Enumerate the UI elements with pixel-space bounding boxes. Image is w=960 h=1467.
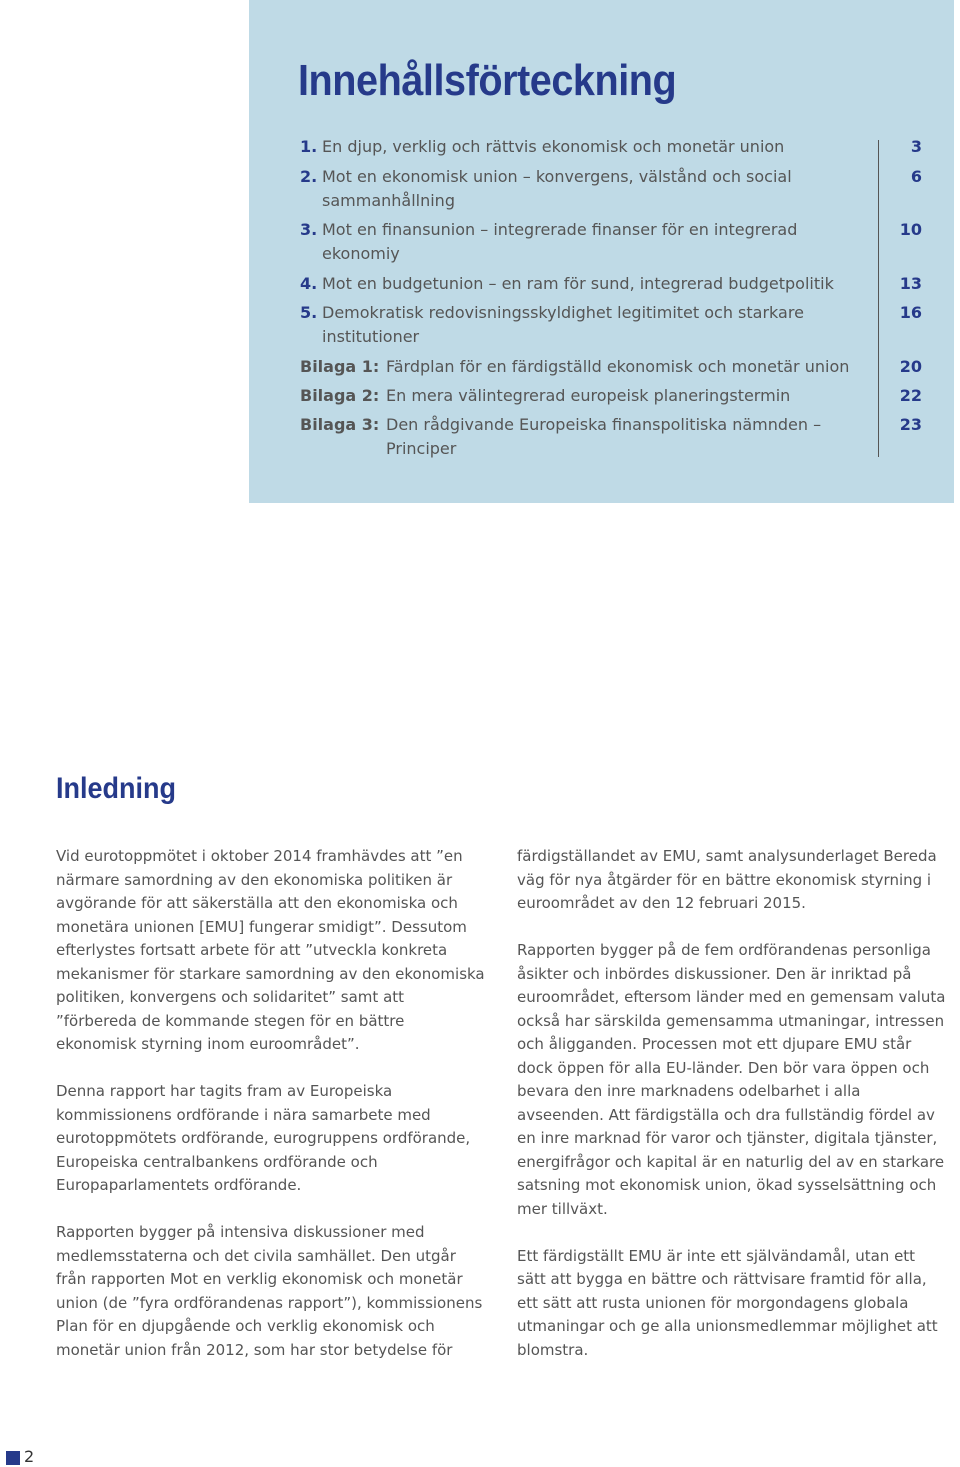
left-column: [56, 845, 486, 1386]
toc-appendix-page[interactable]: 23: [899, 415, 922, 434]
paragraph: Ett färdigställt EMU är inte ett självändamål, utan ett sätt att bygga en bättre och rättvisare framtid för alla, ett sätt att rusta unionen för morgondagens globala utmaningar och ge alla unionsmedlemmar möjlighet att blomstra.: [517, 1246, 938, 1359]
section-heading: Inledning: [56, 772, 176, 805]
paragraph: Rapporten bygger på de fem ordförandenas personliga åsikter och inbördes diskussioner. Den är inriktad på euroområdet, eftersom länder med en gemensam valuta också har särskilda gemensamma utmaningar, intressen och åligganden. Processen mot ett djupare EMU står dock öppen för alla EU-länder. Den bör vara öppen och bevara den inre marknadens odelbarhet i alla avseenden. Att färdigställa och dra fullständig fördel av en inre marknad för varor och tjänster, digitala tjänster, energifrågor och kapital är en naturlig del av en starkare satsning mot ekonomisk union, ökad sysselsättning och mer tillväxt.: [517, 941, 946, 1218]
toc-appendix-label: Bilaga 3:: [300, 415, 380, 434]
toc-item-page[interactable]: 6: [910, 167, 922, 186]
toc-item-text[interactable]: En djup, verklig och rättvis ekonomisk och monetär union: [322, 137, 785, 156]
page-number: 2: [24, 1447, 35, 1466]
toc-item-number: 3.: [300, 220, 318, 239]
paragraph: Vid eurotoppmötet i oktober 2014 framhävdes att ”en närmare samordning av den ekonomiska politiken är avgörande för att säkerställa att den ekonomiska och monetära unionen [EMU] fungerar smidigt”. Dessutom efterlystes fortsatt arbete för att ”utveckla konkreta mekanismer för starkare samordning av den ekonomiska politiken, konvergens och solidaritet” samt att ”förbereda de kommande stegen för en bättre ekonomisk styrning inom euroområdet”.: [56, 847, 485, 1053]
toc-item-page[interactable]: 13: [899, 274, 922, 293]
toc-item-number: 1.: [300, 137, 318, 156]
toc-appendix-text[interactable]: Den rådgivande Europeiska finanspolitiska nämnden – Principer: [386, 415, 822, 458]
toc-item-text[interactable]: Mot en ekonomisk union – konvergens, välstånd och social sammanhållning: [322, 167, 792, 210]
toc-appendix-text[interactable]: Färdplan för en färdigställd ekonomisk och monetär union: [386, 357, 850, 376]
toc-item-number: 5.: [300, 303, 318, 322]
toc-item-page[interactable]: 3: [910, 137, 922, 156]
paragraph: Denna rapport har tagits fram av Europeiska kommissionens ordförande i nära samarbete med eurotoppmötets ordförande, eurogruppens ordförande, Europeiska centralbankens ordförande och Europaparlamentets ordförande.: [56, 1082, 471, 1194]
toc-title: Innehållsförteckning: [298, 56, 677, 105]
toc-appendix-label: Bilaga 2:: [300, 386, 380, 405]
toc-divider: [878, 140, 879, 457]
right-column: [517, 845, 947, 1386]
toc-item-text[interactable]: Mot en finansunion – integrerade finanser för en integrerad ekonomiy: [322, 220, 798, 263]
toc-appendix-page[interactable]: 20: [899, 357, 922, 376]
paragraph: Rapporten bygger på intensiva diskussioner med medlemsstaterna och det civila samhället. Den utgår från rapporten Mot en verklig ekonomisk och monetär union (de ”fyra ordförandenas rapport”), kommissionens Plan för en djupgående och verklig ekonomisk och monetär union från 2012, som har stor betydelse för: [56, 1223, 483, 1359]
toc-item-text[interactable]: Demokratisk redovisningsskyldighet legitimitet och starkare institutioner: [322, 303, 804, 346]
paragraph: färdigställandet av EMU, samt analysunderlaget Bereda väg för nya åtgärder för en bättre ekonomisk styrning i euroområdet av den 12 februari 2015.: [517, 847, 937, 912]
toc-item-page[interactable]: 10: [899, 220, 922, 239]
toc-item-number: 4.: [300, 274, 318, 293]
toc-item-text[interactable]: Mot en budgetunion – en ram för sund, integrerad budgetpolitik: [322, 274, 834, 293]
toc-item-page[interactable]: 16: [899, 303, 922, 322]
toc-appendix-label: Bilaga 1:: [300, 357, 380, 376]
page-marker-square: [6, 1451, 20, 1465]
toc-appendix-page[interactable]: 22: [899, 386, 922, 405]
toc-appendix-text[interactable]: En mera välintegrerad europeisk planeringstermin: [386, 386, 791, 405]
toc-item-number: 2.: [300, 167, 318, 186]
